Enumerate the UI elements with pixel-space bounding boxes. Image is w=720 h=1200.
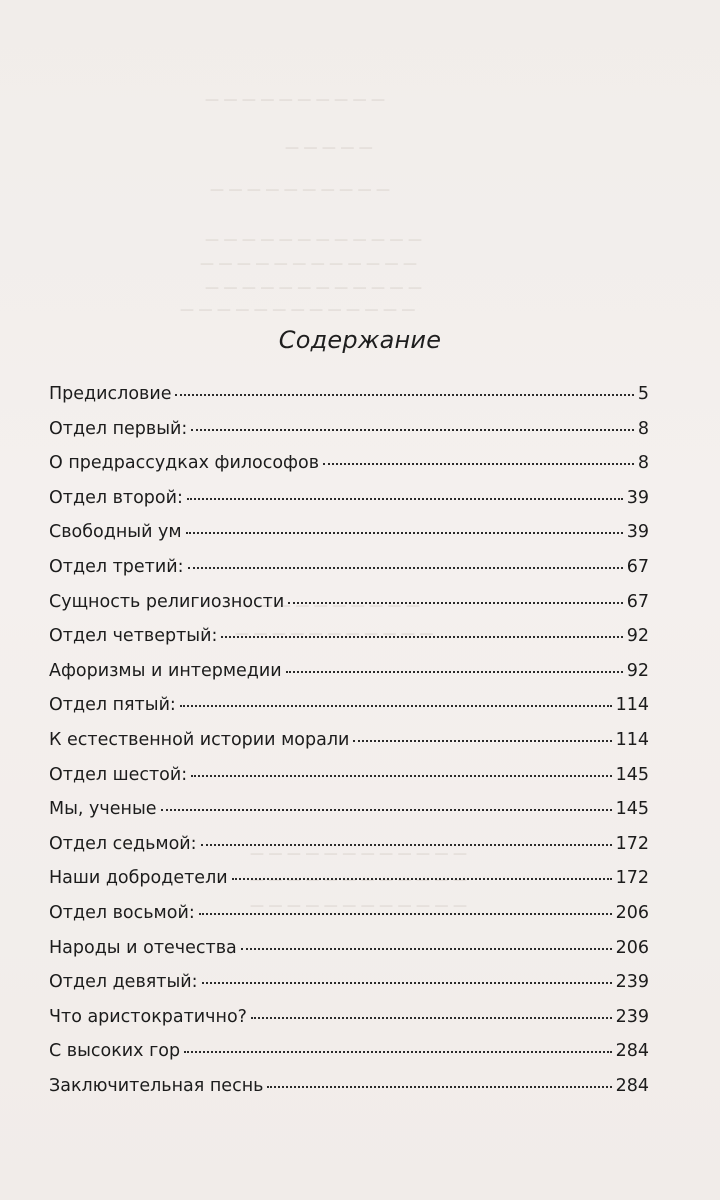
toc-entry-page: 145 <box>615 799 649 820</box>
toc-entry-title: Отдел девятый: <box>49 972 198 993</box>
toc-entry-page: 67 <box>626 556 649 577</box>
toc-entry-page: 172 <box>615 868 649 889</box>
toc-entry-title: Что аристократично? <box>49 1006 247 1027</box>
toc-entry-page: 39 <box>626 487 649 508</box>
toc-entry <box>49 695 649 730</box>
toc-entry-title: Мы, ученые <box>49 799 157 820</box>
toc-entry <box>49 834 649 869</box>
toc-entry-page: 284 <box>615 1075 649 1096</box>
contents-heading: Содержание <box>278 326 442 354</box>
toc-entry-page: 92 <box>626 660 649 681</box>
toc-entry-title: Свободный ум <box>49 522 182 543</box>
toc-entry-page: 8 <box>637 453 649 474</box>
dot-leader <box>221 636 622 638</box>
toc-entry <box>49 1007 649 1042</box>
toc-entry <box>49 938 649 973</box>
toc-entry-page: 206 <box>615 937 649 958</box>
dot-leader <box>175 394 633 396</box>
table-of-contents <box>49 384 649 1110</box>
toc-entry <box>49 384 649 419</box>
dot-leader <box>191 775 611 777</box>
toc-entry-page: 39 <box>626 522 649 543</box>
toc-entry <box>49 765 649 800</box>
toc-entry-page: 284 <box>615 1041 649 1062</box>
toc-entry-page: 114 <box>615 729 649 750</box>
toc-entry-title: Народы и отечества <box>49 937 237 958</box>
dot-leader <box>187 498 623 500</box>
dot-leader <box>232 878 612 880</box>
toc-entry <box>49 522 649 557</box>
toc-entry <box>49 557 649 592</box>
toc-entry-page: 114 <box>615 695 649 716</box>
dot-leader <box>286 671 623 673</box>
dot-leader <box>288 602 622 604</box>
toc-entry-title: Сущность религиозности <box>49 591 285 612</box>
toc-entry-title: Отдел четвертый: <box>49 626 218 647</box>
toc-entry-page: 92 <box>626 626 649 647</box>
toc-entry-page: 239 <box>615 972 649 993</box>
show-through-text: — — — — — — — — — — — — — — — — — — — — — — — — — — — — — — — — — — — — — — — — — — — — — — — — — — — — — — — — — — — — — — — — — — — — — — — — — — — — — — — — — — — — — — — — — — — — — — — — — — — — — — — — — — — — — — — — — — — — — — — — — — — — — — — — — — — <box>180 92 467 914</box>
dot-leader <box>180 705 612 707</box>
toc-entry <box>49 661 649 696</box>
toc-entry-title: Предисловие <box>49 384 172 404</box>
dot-leader <box>191 429 634 431</box>
toc-entry <box>49 972 649 1007</box>
toc-entry <box>49 626 649 661</box>
dot-leader <box>184 1051 611 1053</box>
toc-entry-title: С высоких гор <box>49 1041 181 1062</box>
toc-entry-page: 172 <box>615 833 649 854</box>
toc-entry-title: Наши добродетели <box>49 868 228 889</box>
dot-leader <box>251 1017 612 1019</box>
toc-entry-page: 206 <box>615 902 649 923</box>
dot-leader <box>199 913 612 915</box>
dot-leader <box>353 740 611 742</box>
toc-entry <box>49 903 649 938</box>
toc-entry-page: 145 <box>615 764 649 785</box>
toc-entry-title: Отдел третий: <box>49 556 184 577</box>
toc-entry <box>49 488 649 523</box>
toc-entry-title: Отдел шестой: <box>49 764 188 785</box>
toc-entry <box>49 730 649 765</box>
toc-entry-title: К естественной истории морали <box>49 729 350 750</box>
toc-entry-page: 67 <box>626 591 649 612</box>
toc-entry <box>49 868 649 903</box>
toc-entry-page: 5 <box>637 384 649 404</box>
dot-leader <box>323 463 634 465</box>
dot-leader <box>186 532 623 534</box>
toc-entry-title: Отдел восьмой: <box>49 902 195 923</box>
toc-entry <box>49 1076 649 1111</box>
dot-leader <box>202 982 612 984</box>
dot-leader <box>161 809 612 811</box>
dot-leader <box>241 948 612 950</box>
toc-entry <box>49 1041 649 1076</box>
toc-entry-page: 239 <box>615 1006 649 1027</box>
toc-entry <box>49 799 649 834</box>
toc-entry-title: Отдел первый: <box>49 418 188 439</box>
toc-entry-title: Отдел пятый: <box>49 695 176 716</box>
toc-entry-title: Афоризмы и интермедии <box>49 660 282 681</box>
dot-leader <box>188 567 623 569</box>
toc-entry <box>49 592 649 627</box>
toc-entry-title: Отдел седьмой: <box>49 833 197 854</box>
toc-entry <box>49 453 649 488</box>
dot-leader <box>267 1086 611 1088</box>
toc-entry-page: 8 <box>637 418 649 439</box>
toc-entry-title: Заключительная песнь <box>49 1075 264 1096</box>
toc-entry-title: О предрассудках философов <box>49 453 320 474</box>
toc-entry <box>49 419 649 454</box>
dot-leader <box>201 844 612 846</box>
toc-entry-title: Отдел второй: <box>49 487 183 508</box>
